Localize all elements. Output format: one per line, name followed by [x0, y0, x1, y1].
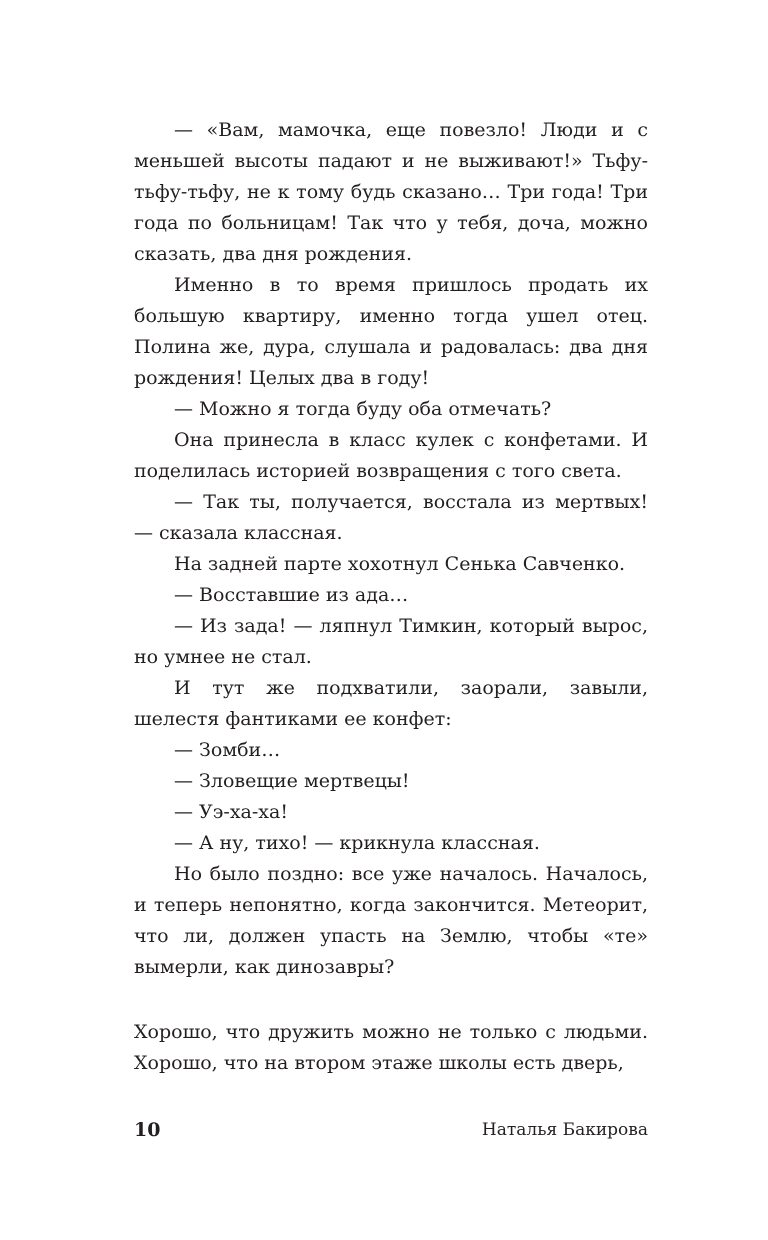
- paragraph: Она принесла в класс кулек с конфетами. И поделилась историей возвращения с того света.: [134, 429, 648, 482]
- running-head-author: Наталья Бакирова: [481, 1120, 648, 1140]
- paragraph: — Зомби…: [174, 739, 281, 761]
- paragraph: — Так ты, получается, восстала из мертвых! — сказала классная.: [134, 491, 648, 544]
- paragraph: — «Вам, мамочка, еще повезло! Люди и с меньшей высоты падают и не выживают!» Тьфу-тьфу-тьфу, не к тому будь сказано… Три года! Три года по больницам! Так что у тебя, доча, можно сказать, два дня рождения.: [134, 119, 648, 265]
- section-break: [134, 983, 648, 1017]
- page-number: 10: [134, 1119, 161, 1141]
- paragraph: — Уэ-ха-ха!: [174, 801, 288, 823]
- body-text: [134, 115, 648, 1079]
- paragraph: — А ну, тихо! — крикнула классная.: [174, 832, 540, 854]
- paragraph: — Из зада! — ляпнул Тимкин, который вырос, но умнее не стал.: [134, 615, 648, 668]
- paragraph: И тут же подхватили, заорали, завыли, шелестя фантиками ее конфет:: [134, 677, 648, 730]
- paragraph: Хорошо, что дружить можно не только с людьми. Хорошо, что на втором этаже школы есть дверь,: [134, 1021, 648, 1074]
- paragraph: — Зловещие мертвецы!: [174, 770, 410, 792]
- paragraph: На задней парте хохотнул Сенька Савченко.: [174, 553, 626, 575]
- page-footer: [134, 1119, 648, 1149]
- paragraph: Но было поздно: все уже началось. Началось, и теперь непонятно, когда закончится. Метеорит, что ли, должен упасть на Землю, чтобы «те» вымерли, как динозавры?: [134, 863, 648, 978]
- paragraph: — Можно я тогда буду оба отмечать?: [174, 398, 552, 420]
- paragraph: — Восставшие из ада…: [174, 584, 409, 606]
- paragraph: Именно в то время пришлось продать их большую квартиру, именно тогда ушел отец. Полина же, дура, слушала и радовалась: два дня рождения! Целых два в году!: [134, 274, 648, 389]
